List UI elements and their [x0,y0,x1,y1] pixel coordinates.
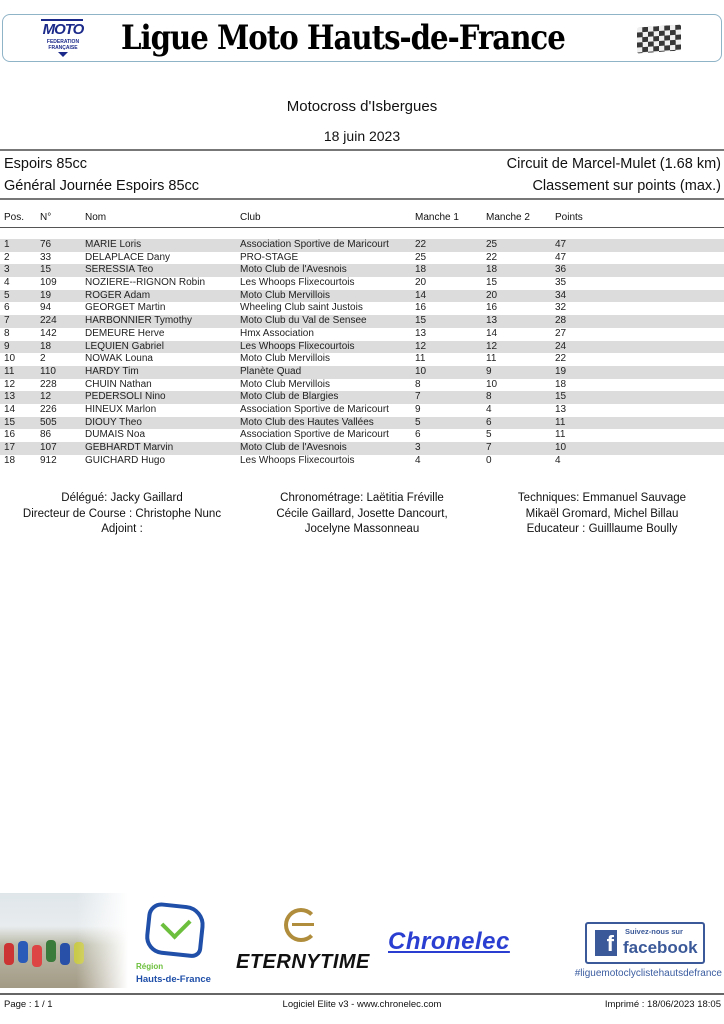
cell-num: 107 [40,442,57,453]
cell-pts: 24 [555,340,567,352]
cell-m1: 7 [415,391,421,403]
table-row [0,252,724,265]
cell-nom: NOZIERE--RIGNON Robin [85,277,206,289]
cell-m1: 11 [415,353,426,365]
cell-club: Moto Club des Hautes Vallées [240,416,374,428]
staff-line: Techniques: Emmanuel Sauvage [517,492,687,504]
checkered-flag-icon [637,24,681,53]
cell-nom: HARDY Tim [85,365,139,377]
col-header-points: Points [555,212,583,223]
table-row [0,302,724,315]
cell-pos: 3 [4,264,10,276]
cell-club: Association Sportive de Maricourt [240,429,389,441]
cell-m2: 18 [486,264,498,276]
cell-pos: 9 [4,340,10,352]
cell-nom: DUMAIS Noa [85,429,146,441]
cell-num: 86 [40,429,52,441]
cell-num: 226 [40,403,57,415]
cell-m2: 8 [486,391,492,403]
cell-nom: NOWAK Louna [85,353,153,365]
cell-pts: 10 [555,442,567,453]
cell-nom: SERESSIA Teo [85,264,154,276]
bike-shape [46,940,56,962]
cell-m2: 5 [486,429,492,441]
cell-nom: GUICHARD Hugo [85,454,166,466]
cell-num: 505 [40,416,57,428]
event-title: Motocross d'Isbergues [286,98,438,115]
table-row [0,239,724,252]
cell-m1: 22 [415,239,427,250]
table-row [0,315,724,328]
cell-club: Moto Club Mervillois [240,353,331,365]
cell-num: 2 [40,353,46,365]
hashtag: #liguemotoclyclistehautsdefrance [574,968,722,979]
cell-nom: DIOUY Theo [85,416,142,428]
ffm-logo-text: MOTO [42,21,84,38]
staff-line: Jocelyne Massonneau [304,523,420,535]
ffm-chevron-icon [58,52,68,57]
divider [0,149,724,151]
circuit-label: Circuit de Marcel-Mulet (1.68 km) [506,156,721,172]
cell-club: Les Whoops Flixecourtois [240,340,355,352]
cell-pts: 11 [555,416,566,428]
cell-m2: 22 [486,251,498,263]
cell-pos: 18 [4,454,16,466]
cell-num: 228 [40,378,57,390]
facebook-follow-text: Suivez-nous sur [625,927,683,936]
cell-club: Moto Club du Val de Sensee [240,315,367,327]
cell-pos: 5 [4,289,10,301]
cell-num: 224 [40,315,57,327]
cell-pos: 17 [4,442,16,453]
col-header-club: Club [240,212,261,223]
cell-pts: 28 [555,315,567,327]
cell-num: 912 [40,454,57,466]
cell-m2: 14 [486,327,498,339]
table-row [0,290,724,303]
cell-pos: 10 [4,353,16,365]
cell-nom: DELAPLACE Dany [85,251,171,263]
cell-num: 109 [40,277,57,289]
facebook-follow-badge[interactable] [585,922,705,964]
cell-pos: 15 [4,416,16,428]
cell-pos: 16 [4,429,16,441]
staff-line: Directeur de Course : Christophe Nunc [22,507,222,520]
cell-m1: 25 [415,251,427,263]
ffm-logo-subtext: FÉDÉRATION FRANÇAISE [46,39,80,51]
cell-num: 19 [40,289,52,301]
cell-m2: 9 [486,365,492,377]
cell-nom: CHUIN Nathan [85,378,152,390]
cell-m1: 9 [415,403,421,415]
divider [0,227,724,228]
cell-pts: 19 [555,365,567,377]
cell-pos: 1 [4,239,10,250]
cell-num: 76 [40,239,52,250]
cell-nom: DEMEURE Herve [85,327,165,339]
facebook-icon: f [595,930,617,956]
cell-pts: 36 [555,264,567,276]
cell-m1: 10 [415,365,427,377]
table-row [0,379,724,392]
cell-pos: 8 [4,327,10,339]
staff-line: Cécile Gaillard, Josette Dancourt, [276,507,448,520]
cell-pts: 18 [555,378,567,390]
cell-num: 12 [40,391,52,403]
cell-pos: 7 [4,315,10,327]
page-number: Page : 1 / 1 [4,999,53,1010]
table-row [0,277,724,290]
cell-pts: 47 [555,251,567,263]
table-row [0,366,724,379]
cell-m2: 15 [486,277,498,289]
cell-m1: 3 [415,442,421,453]
region-name: Hauts-de-France [136,974,211,985]
software-credit: Logiciel Elite v3 - www.chronelec.com [282,999,442,1010]
cell-pts: 34 [555,289,567,301]
cell-club: Association Sportive de Maricourt [240,403,389,415]
table-row [0,429,724,442]
header-banner [2,14,722,62]
cell-m1: 6 [415,429,421,441]
cell-m2: 20 [486,289,498,301]
cell-club: Moto Club de l'Avesnois [240,264,347,276]
cell-pts: 11 [555,429,566,441]
table-row [0,391,724,404]
cell-club: Les Whoops Flixecourtois [240,454,355,466]
cell-pts: 13 [555,403,567,415]
cell-pts: 4 [555,454,561,466]
staff-line: Educateur : Guilllaume Boully [526,523,678,535]
cell-club: Moto Club de l'Avesnois [240,442,347,453]
cell-m2: 4 [486,403,492,415]
classification-type: Classement sur points (max.) [532,178,721,194]
cell-m1: 13 [415,327,427,339]
cell-m1: 4 [415,454,421,466]
cell-pos: 6 [4,302,10,314]
cell-m1: 12 [415,340,427,352]
cell-m1: 8 [415,378,421,390]
cell-pts: 22 [555,353,567,365]
cell-pos: 13 [4,391,16,403]
table-row [0,264,724,277]
cell-num: 18 [40,340,52,352]
cell-nom: GEBHARDT Marvin [85,442,174,453]
col-header-num: N° [40,212,52,223]
chronelec-logo: Chronelec [388,928,510,955]
bike-shape [4,943,14,965]
cell-m1: 20 [415,277,427,289]
results-table [0,239,724,467]
col-header-nom: Nom [85,212,107,223]
table-row [0,328,724,341]
cell-pos: 2 [4,251,10,263]
staff-column-2 [242,491,482,538]
bike-shape [74,942,84,964]
staff-line: Adjoint : [101,523,143,535]
cell-m2: 6 [486,416,492,428]
cell-nom: PEDERSOLI Nino [85,391,166,403]
cell-m2: 0 [486,454,492,466]
col-header-pos: Pos. [4,212,25,223]
cell-club: Moto Club Mervillois [240,378,331,390]
cell-pos: 11 [4,365,15,377]
facebook-wordmark: facebook [623,938,698,957]
cell-club: Moto Club de Blargies [240,391,339,403]
staff-column-1 [2,491,242,538]
cell-m1: 5 [415,416,421,428]
cell-club: Les Whoops Flixecourtois [240,277,355,289]
cell-m1: 15 [415,315,427,327]
cell-nom: HINEUX Marlon [85,403,157,415]
cell-nom: GEORGET Martin [85,302,166,314]
bike-shape [18,941,28,963]
staff-line: Mikaël Gromard, Michel Billau [525,507,679,520]
event-date: 18 juin 2023 [323,128,401,144]
cell-m2: 13 [486,315,498,327]
cell-club: PRO-STAGE [240,251,299,263]
cell-club: Association Sportive de Maricourt [240,239,389,250]
staff-line: Chronométrage: Laëtitia Fréville [280,492,444,504]
cell-pos: 4 [4,277,10,289]
league-title: Ligue Moto Hauts-de-France [121,18,565,58]
cell-nom: LEQUIEN Gabriel [85,340,164,352]
table-row [0,455,724,468]
region-label: Région [136,962,164,971]
cell-m2: 16 [486,302,498,314]
print-date: Imprimé : 18/06/2023 18:05 [604,999,721,1010]
cell-pos: 14 [4,403,16,415]
cell-m2: 10 [486,378,498,390]
table-row [0,417,724,430]
cell-num: 33 [40,251,52,263]
cell-pts: 32 [555,302,567,314]
cell-num: 110 [40,365,56,377]
cell-m1: 16 [415,302,427,314]
cell-pts: 15 [555,391,567,403]
cell-pts: 47 [555,239,567,250]
cell-nom: HARBONNIER Tymothy [85,315,193,327]
cell-club: Hmx Association [240,327,314,339]
bike-shape [32,945,42,967]
cell-nom: MARIE Loris [85,239,142,250]
eternytime-e-bar [292,923,314,926]
cell-pos: 12 [4,378,16,390]
cell-pts: 35 [555,277,567,289]
region-hauts-de-france-logo [136,898,216,988]
table-row [0,442,724,455]
cell-num: 94 [40,302,52,314]
eternytime-text: ETERNYTIME [236,951,370,973]
col-header-manche2: Manche 2 [486,212,530,223]
table-row [0,353,724,366]
cell-club: Moto Club Mervillois [240,289,331,301]
classification-title: Général Journée Espoirs 85cc [4,178,200,194]
cell-pts: 27 [555,327,567,339]
cell-club: Planète Quad [240,365,302,377]
bike-shape [60,943,70,965]
divider [0,198,724,200]
staff-column-3 [482,491,722,538]
motocross-photo [0,893,128,988]
cell-m1: 14 [415,289,427,301]
footer-divider [0,993,724,995]
cell-m2: 25 [486,239,498,250]
table-row [0,404,724,417]
cell-num: 15 [40,264,52,276]
ffm-logo [33,19,93,59]
eternytime-logo [234,908,374,978]
col-header-manche1: Manche 1 [415,212,459,223]
cell-m2: 11 [486,353,497,365]
cell-nom: ROGER Adam [85,289,151,301]
cell-m2: 7 [486,442,492,453]
category-label: Espoirs 85cc [4,156,88,172]
table-row [0,341,724,354]
cell-m1: 18 [415,264,427,276]
cell-club: Wheeling Club saint Justois [240,302,363,314]
staff-line: Délégué: Jacky Gaillard [61,492,183,504]
cell-num: 142 [40,327,57,339]
cell-m2: 12 [486,340,498,352]
